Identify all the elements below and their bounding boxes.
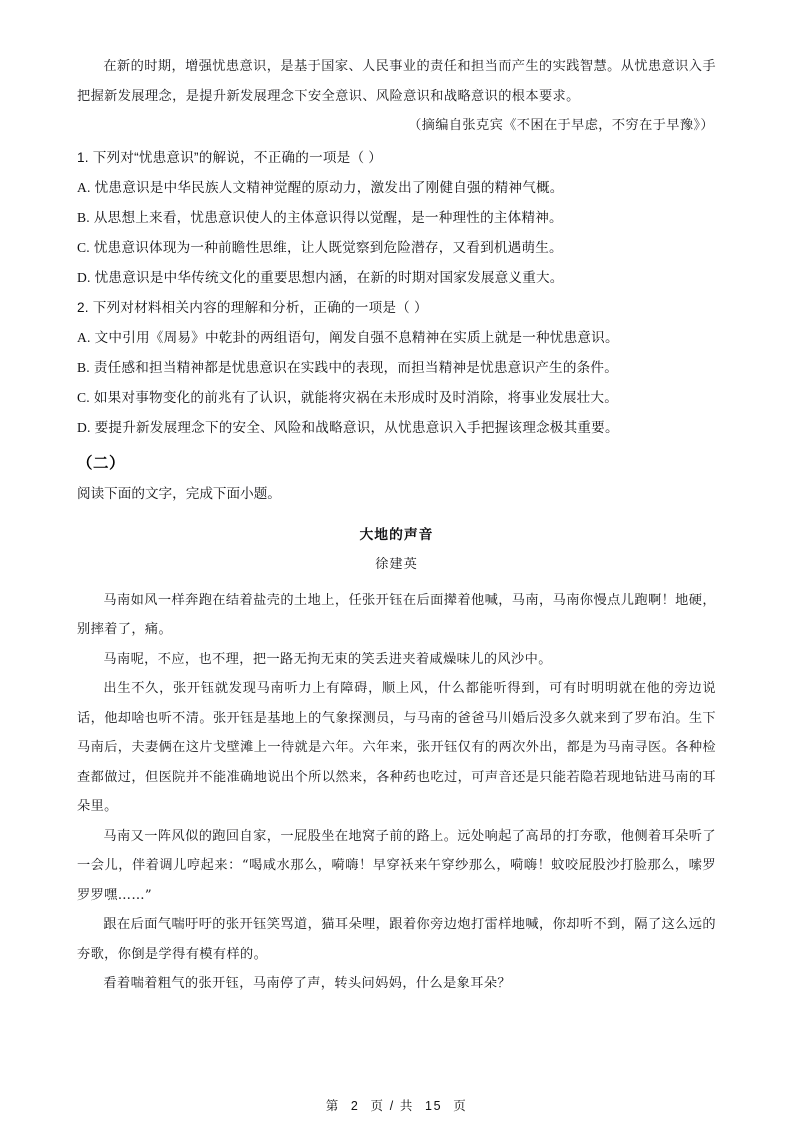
question-1: [77, 143, 716, 293]
option-letter: C.: [77, 389, 90, 405]
option-text: 从思想上来看，忧患意识使人的主体意识得以觉醒，是一种理性的主体精神。: [93, 209, 563, 225]
article-paragraph-4: 马南又一阵风似的跑回自家，一屁股坐在地窝子前的路上。远处响起了高昂的打夯歌，他侧着耳朵听了一会儿，伴着调儿哼起来：“喝咸水那么，嗬嗨！早穿袄来午穿纱那么，嗬嗨！蚊咬屁股沙打脸那么，嗦罗罗罗嘿……”: [77, 828, 716, 903]
passage-two-lead-in: 阅读下面的文字，完成下面小题。: [77, 485, 281, 501]
page-footer: [0, 1096, 793, 1114]
option-text: 如果对事物变化的前兆有了认识，就能将灾祸在未形成时及时消除，将事业发展壮大。: [93, 389, 619, 405]
option-letter: B.: [77, 359, 90, 375]
article-paragraph-5: 跟在后面气喘吁吁的张开钰笑骂道，猫耳朵哩，跟着你旁边炮打雷样地喊，你却听不到，隔了这么远的夯歌，你倒是学得有模有样的。: [77, 917, 716, 962]
option-letter: A.: [77, 329, 91, 345]
passage-one-attribution: （摘编自张克宾《不困在于早虑，不穷在于早豫》）: [408, 118, 714, 133]
question-2-option-d[interactable]: [77, 413, 716, 443]
question-1-option-c[interactable]: [77, 233, 716, 263]
option-letter: D.: [77, 419, 91, 435]
question-1-option-d[interactable]: [77, 263, 716, 293]
option-text: 文中引用《周易》中乾卦的两组语句，阐发自强不息精神在实质上就是一种忧患意识。: [94, 329, 619, 345]
footer-total-pages: 15: [425, 1099, 443, 1113]
footer-page-suffix: 页: [453, 1099, 468, 1113]
article-title: 大地的声音: [359, 526, 434, 543]
question-2-option-a[interactable]: [77, 323, 716, 353]
option-text: 忧患意识体现为一种前瞻性思维，让人既觉察到危险潜存，又看到机遇萌生。: [93, 239, 563, 255]
passage-one-closing-paragraph: 在新的时期，增强忧患意识，是基于国家、人民事业的责任和担当而产生的实践智慧。从忧患意识入手把握新发展理念，是提升新发展理念下安全意识、风险意识和战略意识的根本要求。: [77, 59, 716, 104]
option-letter: C.: [77, 239, 90, 255]
section-marker-two: （二）: [77, 454, 126, 472]
footer-page-number: 2: [350, 1099, 360, 1113]
question-1-stem: 1. 下列对“忧患意识”的解说，不正确的一项是（ ）: [77, 149, 383, 165]
option-letter: D.: [77, 269, 91, 285]
footer-page-mid: 页 / 共: [370, 1099, 414, 1113]
question-2-stem: 2. 下列对材料相关内容的理解和分析，正确的一项是（ ）: [77, 299, 428, 315]
question-1-option-a[interactable]: [77, 173, 716, 203]
article-paragraph-1: 马南如风一样奔跑在结着盐壳的土地上，任张开钰在后面撵着他喊，马南，马南你慢点儿跑啊！地硬，别摔着了，痛。: [77, 592, 716, 637]
article-paragraph-3: 出生不久，张开钰就发现马南听力上有障碍，顺上风，什么都能听得到，可有时明明就在他的旁边说话，他却啥也听不清。张开钰是基地上的气象探测员，与马南的爸爸马川婚后没多久就来到了罗布泊。生下马南后，夫妻俩在这片戈壁滩上一待就是六年。六年来，张开钰仅有的两次外出，都是为马南寻医。各种检查都做过，但医院并不能准确地说出个所以然来，各种药也吃过，可声音还是只能若隐若现地钻进马南的耳朵里。: [77, 681, 716, 814]
option-text: 忧患意识是中华传统文化的重要思想内涵，在新的时期对国家发展意义重大。: [94, 269, 564, 285]
article-author: 徐建英: [375, 556, 418, 572]
question-2: [77, 293, 716, 443]
question-2-option-c[interactable]: [77, 383, 716, 413]
article-paragraph-6: 看着喘着粗气的张开钰，马南停了声，转头问妈妈，什么是象耳朵？: [103, 976, 512, 991]
option-text: 忧患意识是中华民族人文精神觉醒的原动力，激发出了刚健自强的精神气概。: [94, 179, 564, 195]
option-text: 责任感和担当精神都是忧患意识在实践中的表现，而担当精神是忧患意识产生的条件。: [93, 359, 619, 375]
option-letter: A.: [77, 179, 91, 195]
footer-page-prefix: 第: [325, 1099, 340, 1113]
article-paragraph-2: 马南呢，不应，也不理，把一路无拘无束的笑丢进夹着咸燥味儿的风沙中。: [103, 651, 552, 667]
question-1-option-b[interactable]: [77, 203, 716, 233]
option-text: 要提升新发展理念下的安全、风险和战略意识，从忧患意识入手把握该理念极其重要。: [94, 419, 619, 435]
page-content: [77, 52, 716, 999]
option-letter: B.: [77, 209, 90, 225]
question-2-option-b[interactable]: [77, 353, 716, 383]
